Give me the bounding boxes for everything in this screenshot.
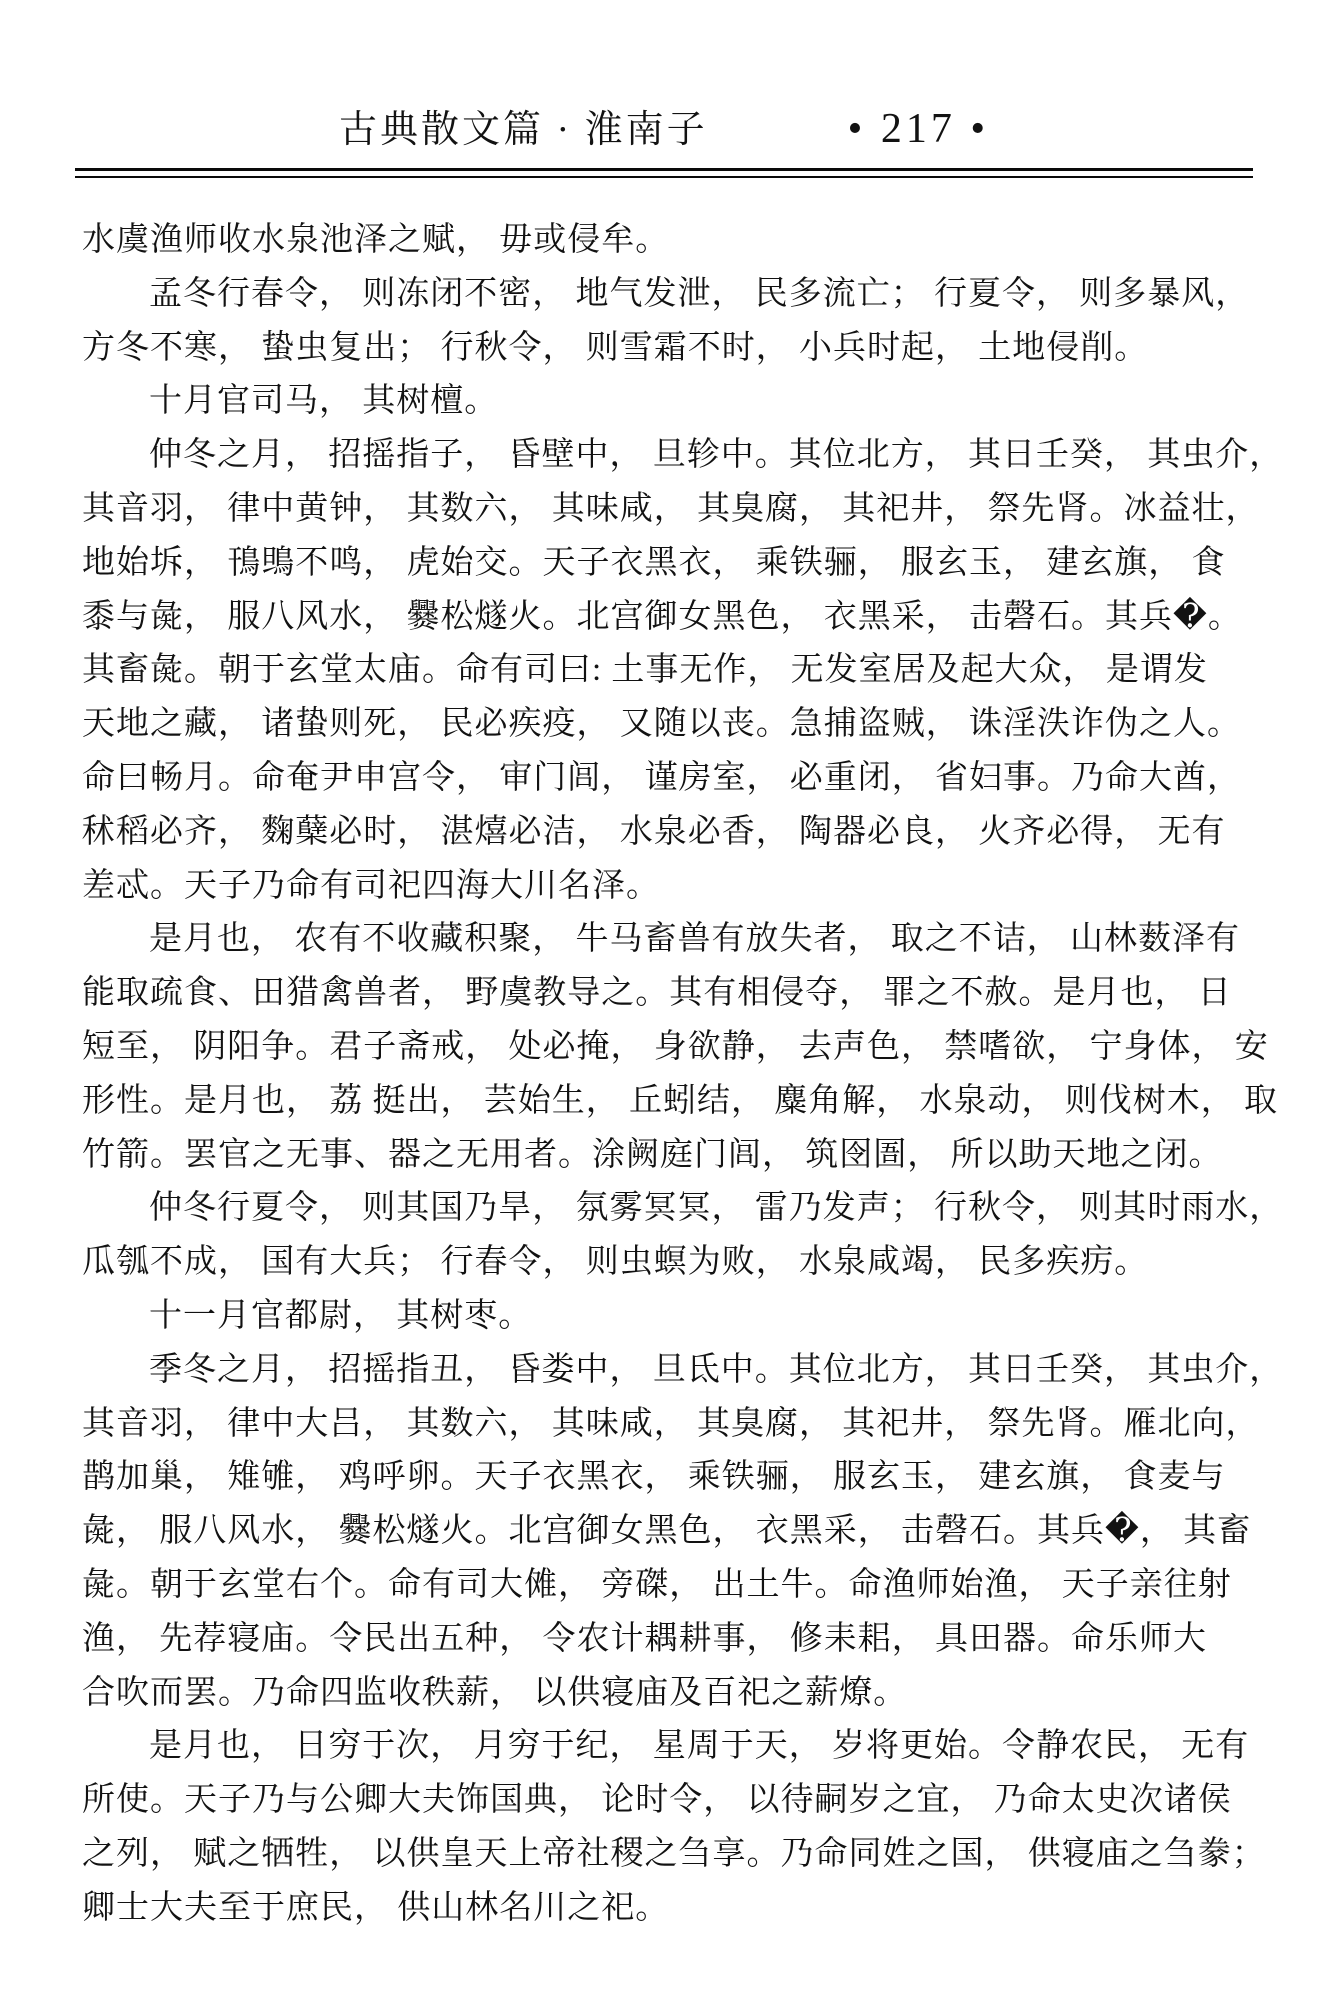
text-line: 彘。朝于玄堂右个。命有司大傩， 旁磔， 出土牛。命渔师始渔， 天子亲往射 <box>82 1566 1232 1603</box>
text-line: 卿士大夫至于庶民， 供山林名川之祀。 <box>82 1889 670 1926</box>
text-line: 仲冬之月， 招摇指子， 昏壁中， 旦轸中。其位北方， 其日壬癸， 其虫介， <box>149 437 1284 474</box>
text-line: 差忒。天子乃命有司祀四海大川名泽。 <box>82 867 660 904</box>
body-text <box>82 214 1284 1936</box>
text-line: 能取疏食、田猎禽兽者， 野虞教导之。其有相侵夺， 罪之不赦。是月也， 日 <box>82 975 1232 1012</box>
text-line: 合吹而罢。乃命四监收秩薪， 以供寝庙及百祀之薪燎。 <box>82 1674 908 1711</box>
text-line: 黍与彘， 服八风水， 爨松燧火。北宫御女黑色， 衣黑采， 击磬石。其兵�。 <box>82 598 1242 635</box>
text-line: 鹊加巢， 雉雊， 鸡呼卵。天子衣黑衣， 乘铁骊， 服玄玉， 建玄旗， 食麦与 <box>82 1459 1226 1496</box>
text-line: 方冬不寒， 蛰虫复出； 行秋令， 则雪霜不时， 小兵时起， 土地侵削。 <box>82 329 1149 366</box>
text-line: 水虞渔师收水泉池泽之赋， 毋或侵牟。 <box>82 222 670 258</box>
page-number: • 217 • <box>847 106 990 152</box>
text-line: 孟冬行春令， 则冻闭不密， 地气发泄， 民多流亡； 行夏令， 则多暴风， <box>149 275 1250 312</box>
text-line: 其音羽， 律中大吕， 其数六， 其味咸， 其臭腐， 其祀井， 祭先肾。雁北向， <box>82 1405 1260 1442</box>
text-line: 天地之藏， 诸蛰则死， 民必疾疫， 又随以丧。急捕盗贼， 诛淫泆诈伪之人。 <box>82 706 1241 743</box>
text-line: 形性。是月也， 荔 挺出， 芸始生， 丘蚓结， 麋角解， 水泉动， 则伐树木， 取 <box>82 1082 1278 1119</box>
text-line: 秫稻必齐， 麴蘖必时， 湛熺必洁， 水泉必香， 陶器必良， 火齐必得， 无有 <box>82 813 1226 850</box>
text-line: 短至， 阴阳争。君子斋戒， 处必掩， 身欲静， 去声色， 禁嗜欲， 宁身体， 安 <box>82 1028 1269 1065</box>
text-line: 彘， 服八风水， 爨松燧火。北宫御女黑色， 衣黑采， 击磬石。其兵�， 其畜 <box>82 1513 1252 1550</box>
text-line: 十月官司马， 其树檀。 <box>149 383 499 420</box>
text-line: 命曰畅月。命奄尹申宫令， 审门闾， 谨房室， 必重闭， 省妇事。乃命大酋， <box>82 759 1241 796</box>
page-title: 古典散文篇 · 淮南子 <box>338 109 708 151</box>
text-line: 所使。天子乃与公卿大夫饰国典， 论时令， 以待嗣岁之宜， 乃命太史次诸侯 <box>82 1782 1232 1819</box>
text-line: 之列， 赋之牺牲， 以供皇天上帝社稷之刍享。乃命同姓之国， 供寝庙之刍豢； <box>82 1835 1266 1872</box>
text-line: 季冬之月， 招摇指丑， 昏娄中， 旦氐中。其位北方， 其日壬癸， 其虫介， <box>149 1351 1284 1388</box>
text-line: 地始坼， 鳱鴠不鸣， 虎始交。天子衣黑衣， 乘铁骊， 服玄玉， 建玄旗， 食 <box>82 544 1226 581</box>
header-rule <box>75 168 1253 178</box>
running-head <box>75 98 1253 153</box>
text-line: 仲冬行夏令， 则其国乃旱， 氛雾冥冥， 雷乃发声； 行秋令， 则其时雨水， <box>149 1190 1284 1227</box>
text-line: 渔， 先荐寝庙。令民出五种， 令农计耦耕事， 修耒耜， 具田器。命乐师大 <box>82 1620 1207 1657</box>
text-line: 其畜彘。朝于玄堂太庙。命有司曰: 土事无作， 无发室居及起大众， 是谓发 <box>82 652 1208 689</box>
text-line: 瓜瓠不成， 国有大兵； 行春令， 则虫螟为败， 水泉咸竭， 民多疾疠。 <box>82 1244 1149 1281</box>
text-line: 是月也， 农有不收藏积聚， 牛马畜兽有放失者， 取之不诘， 山林薮泽有 <box>149 921 1240 958</box>
text-line: 其音羽， 律中黄钟， 其数六， 其味咸， 其臭腐， 其祀井， 祭先肾。冰益壮， <box>82 490 1260 527</box>
text-line: 竹箭。罢官之无事、器之无用者。涂阙庭门闾， 筑囹圄， 所以助天地之闭。 <box>82 1136 1223 1173</box>
text-line: 十一月官都尉， 其树枣。 <box>149 1297 533 1334</box>
text-line: 是月也， 日穷于次， 月穷于纪， 星周于天， 岁将更始。令静农民， 无有 <box>149 1728 1250 1765</box>
